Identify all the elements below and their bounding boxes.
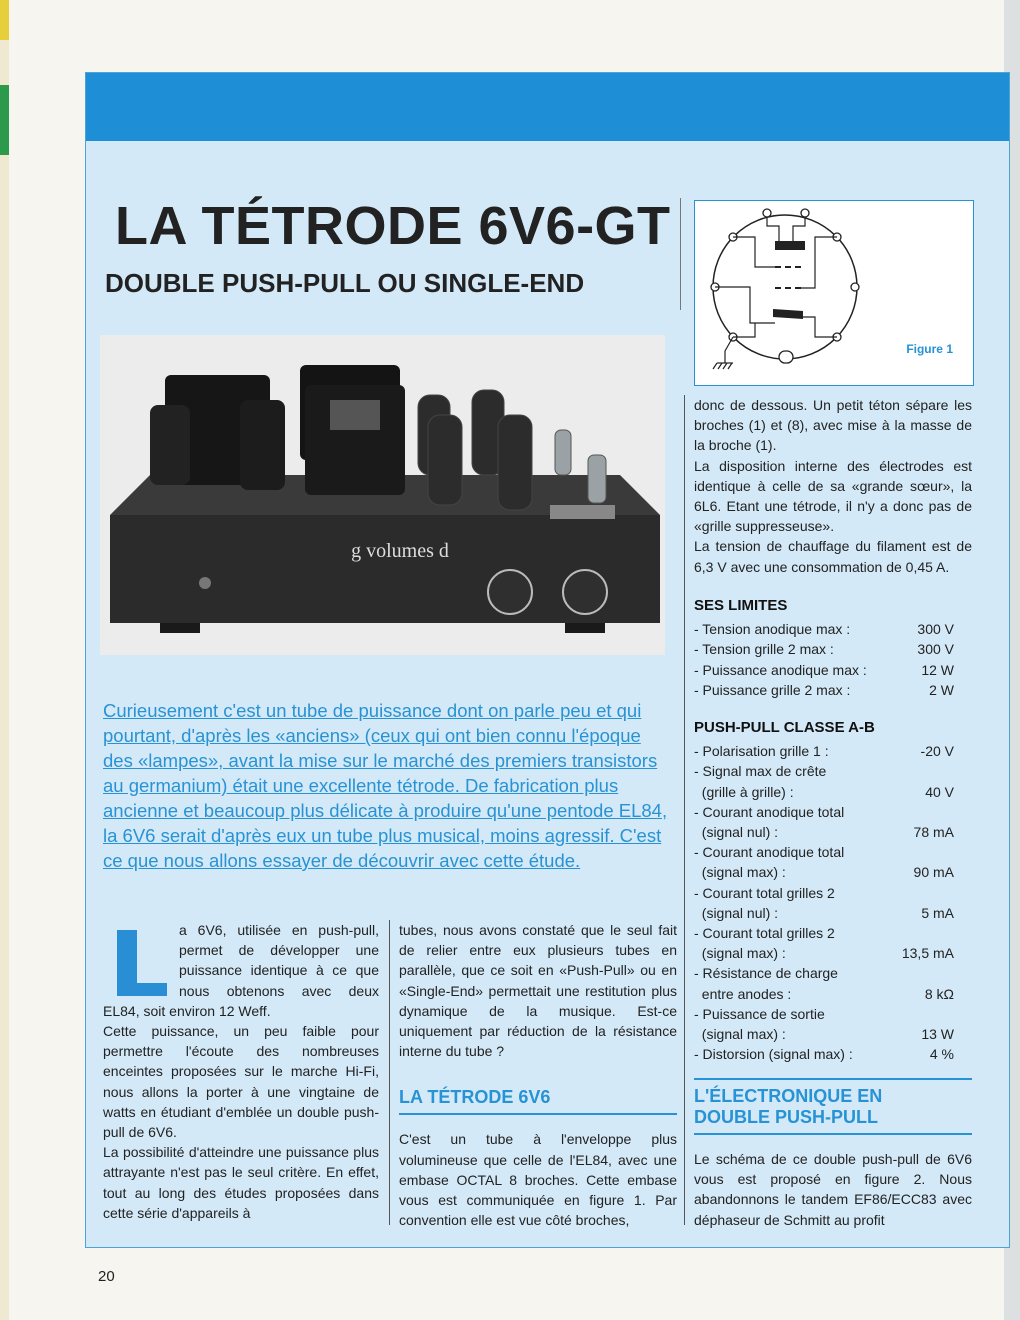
amplifier-brand-label: g volumes d — [351, 540, 449, 562]
section-title: LA TÉTRODE 6V6 — [399, 1087, 551, 1108]
body-paragraph: C'est un tube à l'enveloppe plus volumineuse que celle de l'EL84, avec une embase OCTAL 8 broches. Cette embase vous est communiquée en figure 1. Par convention elle est vue côté broches, — [399, 1131, 677, 1229]
spec-row: (signal nul) : 5 mA — [694, 904, 954, 921]
spec-row: - Signal max de crête — [694, 763, 827, 780]
spec-row: - Courant total grilles 2 — [694, 884, 835, 901]
electronics-section — [694, 1078, 972, 1230]
body-paragraph: La disposition interne des électrodes est identique à celle de sa «grande sœur», la 6L6. Etant une tétrode, il n'y a donc pas de «grille suppresseuse». — [694, 457, 972, 535]
spec-row: (signal max) : 13 W — [694, 1026, 954, 1043]
section-rule — [694, 1078, 972, 1080]
edge-color-mark — [0, 85, 9, 155]
body-column-3 — [694, 395, 972, 577]
figure-label: Figure 1 — [906, 342, 953, 356]
spec-row: - Polarisation grille 1 : -20 V — [694, 743, 954, 760]
lead-paragraph: Curieusement c'est un tube de puissance dont on parle peu et qui pourtant, d'après les «anciens» (ceux qui ont bien connu l'époque des «lampes», avant la mise sur le marché des premiers transistors au germanium) était une excellente tétrode. De fabrication plus ancienne et beaucoup plus délicate à produire qu'une pentode EL84, la 6V6 serait d'après eux un tube plus musical, moins agressif. C'est ce que nous allons essayer de découvrir avec cette étude. — [103, 700, 668, 871]
spec-row: - Puissance anodique max : 12 W — [694, 661, 954, 678]
pushpull-table — [694, 718, 954, 1064]
spec-row: - Courant anodique total — [694, 803, 845, 820]
page-number: 20 — [98, 1268, 115, 1285]
limits-title: SES LIMITES — [694, 597, 788, 614]
spec-row: entre anodes : 8 kΩ — [694, 985, 954, 1002]
amplifier-illustration — [100, 335, 665, 655]
body-paragraph: La possibilité d'atteindre une puissance plus attrayante n'est pas le seul critère. En effet, tout au long des études proposées dans cette série d'appareils à — [103, 1144, 379, 1221]
limits-table — [694, 596, 954, 700]
figure-1 — [694, 200, 974, 386]
section-title: L'ÉLECTRONIQUE EN DOUBLE PUSH-PULL — [694, 1086, 883, 1127]
article-subtitle: DOUBLE PUSH-PULL OU SINGLE-END — [105, 268, 585, 298]
column-divider — [389, 920, 390, 1225]
spec-row: (signal max) : 13,5 mA — [694, 945, 954, 962]
spec-row: (grille à grille) : 40 V — [694, 783, 954, 800]
drop-cap-letter — [117, 930, 167, 996]
column-divider — [684, 395, 685, 1225]
body-paragraph: a 6V6, utilisée en push-pull, permet de développer une puissance identique à ce que nous obtenons avec deux EL84, soit environ 12 Weff. — [103, 922, 379, 1019]
body-paragraph: donc de dessous. Un petit téton sépare les broches (1) et (8), avec mise à la masse de la broche (1). — [694, 397, 972, 454]
spec-row: - Puissance de sortie — [694, 1005, 825, 1022]
body-paragraph: La tension de chauffage du filament est de 6,3 V avec une consommation de 0,45 A. — [694, 538, 972, 575]
spec-row: - Courant anodique total — [694, 844, 845, 861]
title-divider — [680, 198, 681, 310]
spec-row: - Courant total grilles 2 — [694, 925, 835, 942]
spec-row: - Tension grille 2 max : 300 V — [694, 641, 954, 658]
body-paragraph: Cette puissance, un peu faible pour permettre l'écoute des nombreuses enceintes proposées sur le marche Hi-Fi, nous allons la porter à une vingtaine de watts en étudiant d'emblée un double push-pull de 6V6. — [103, 1023, 379, 1141]
section-rule — [694, 1133, 972, 1135]
tube-pinout-diagram — [695, 201, 973, 385]
body-column-2 — [399, 920, 677, 1230]
spec-row: - Distorsion (signal max) : 4 % — [694, 1046, 954, 1063]
edge-color-mark — [0, 0, 9, 40]
body-paragraph: Le schéma de ce double push-pull de 6V6 vous est proposé en figure 2. Nous abandonnons le tandem EF86/ECC83 avec déphaseur de Schmitt au profit — [694, 1151, 972, 1228]
spec-row: - Résistance de charge — [694, 965, 838, 982]
spec-row: (signal nul) : 78 mA — [694, 824, 954, 841]
pushpull-title: PUSH-PULL CLASSE A-B — [694, 719, 875, 736]
article-title: LA TÉTRODE 6V6-GT — [115, 196, 671, 256]
header-band — [86, 73, 1009, 141]
amplifier-photo — [100, 335, 665, 655]
spec-row: - Tension anodique max : 300 V — [694, 621, 954, 638]
page-edge-strip — [0, 0, 9, 1320]
section-rule — [399, 1113, 677, 1115]
body-column-1 — [103, 920, 379, 1223]
spec-row: (signal max) : 90 mA — [694, 864, 954, 881]
spec-row: - Puissance grille 2 max : 2 W — [694, 681, 954, 698]
body-paragraph: tubes, nous avons constaté que le seul fait de relier entre eux plusieurs tubes en parallèle, que ce soit en «Push-Pull» ou en «Single-End» permettait une restitution plus dynamique de la musique. Est-ce uniquement par réduction de la résistance interne du tube ? — [399, 922, 677, 1060]
